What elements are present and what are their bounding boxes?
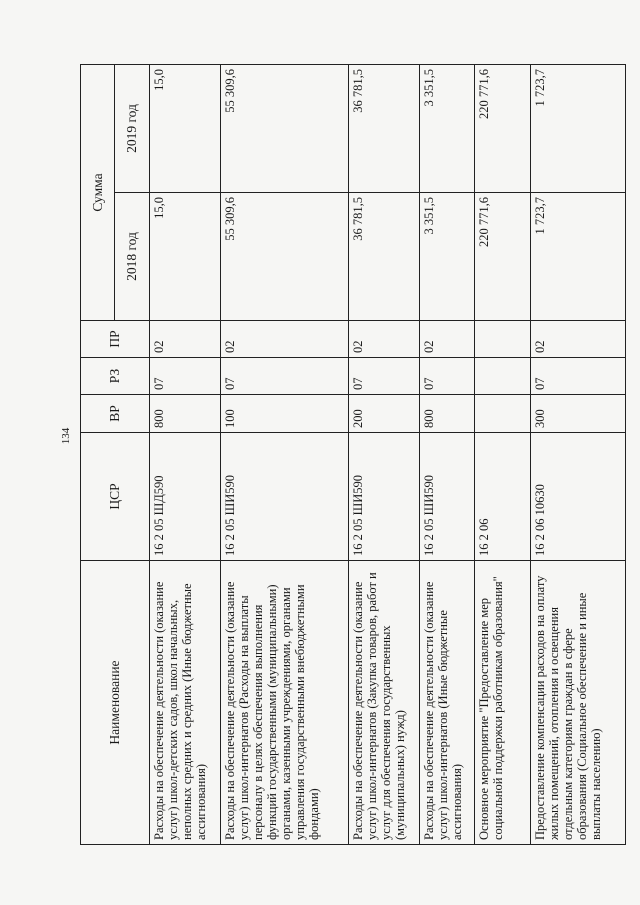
- row-vr: 800: [420, 395, 475, 433]
- header-name: Наименование: [81, 561, 150, 845]
- header-pr: ПР: [81, 321, 150, 358]
- row-rz: 07: [349, 358, 420, 395]
- table-row: [221, 64, 349, 844]
- table-row: [420, 64, 475, 844]
- header-year-2018: 2018 год: [115, 193, 150, 321]
- row-sum-2018: 220 771,6: [475, 193, 531, 321]
- row-sum-2018: 1 723,7: [531, 193, 626, 321]
- row-vr: 200: [349, 395, 420, 433]
- row-name: Расходы на обеспечение деятельности (оказание услуг) школ-интернатов (Иные бюджетные ассигнования): [420, 561, 475, 845]
- row-vr: 300: [531, 395, 626, 433]
- row-sum-2018: 36 781,5: [349, 193, 420, 321]
- row-pr: [475, 321, 531, 358]
- row-sum-2019: 36 781,5: [349, 64, 420, 192]
- header-csr: ЦСР: [81, 433, 150, 561]
- row-sum-2019: 55 309,6: [221, 64, 349, 192]
- row-pr: 02: [150, 321, 221, 358]
- row-sum-2018: 15,0: [150, 193, 221, 321]
- row-name: Предоставление компенсации расходов на оплату жилых помещений, отопления и освещения отдельным категориям граждан в сфере образования (Социальное обеспечение и иные выплаты населению): [531, 561, 626, 845]
- row-name: Расходы на обеспечение деятельности (оказание услуг) школ-интернатов (Закупка товаров, работ и услуг для обеспечения государственных (муниципальных) нужд): [349, 561, 420, 845]
- table-row: [349, 64, 420, 844]
- header-year-2019: 2019 год: [115, 64, 150, 192]
- row-rz: 07: [221, 358, 349, 395]
- page-number: 134: [60, 427, 72, 445]
- row-csr: 16 2 05 ШИ590: [420, 433, 475, 561]
- row-sum-2019: 3 351,5: [420, 64, 475, 192]
- row-sum-2018: 55 309,6: [221, 193, 349, 321]
- row-csr: 16 2 06: [475, 433, 531, 561]
- row-sum-2018: 3 351,5: [420, 193, 475, 321]
- row-rz: 07: [531, 358, 626, 395]
- rotated-page-content: [80, 65, 625, 845]
- row-pr: 02: [420, 321, 475, 358]
- row-vr: 800: [150, 395, 221, 433]
- table-row: [531, 64, 626, 844]
- row-pr: 02: [531, 321, 626, 358]
- table-row: [475, 64, 531, 844]
- row-csr: 16 2 06 10630: [531, 433, 626, 561]
- row-pr: 02: [221, 321, 349, 358]
- row-vr: 100: [221, 395, 349, 433]
- budget-table: [80, 64, 626, 845]
- row-vr: [475, 395, 531, 433]
- row-sum-2019: 220 771,6: [475, 64, 531, 192]
- header-vr: ВР: [81, 395, 150, 433]
- row-sum-2019: 15,0: [150, 64, 221, 192]
- row-csr: 16 2 05 ШИ590: [349, 433, 420, 561]
- row-name: Расходы на обеспечение деятельности (оказание услуг) школ-детских садов, школ начальных, неполных средних и средних (Иные бюджетные ассигнования): [150, 561, 221, 845]
- row-csr: 16 2 05 ШД590: [150, 433, 221, 561]
- row-rz: [475, 358, 531, 395]
- row-pr: 02: [349, 321, 420, 358]
- row-rz: 07: [150, 358, 221, 395]
- row-name: Расходы на обеспечение деятельности (оказание услуг) школ-интернатов (Расходы на выплаты персоналу в целях обеспечения выполнения функций государственными (муниципальными) органами, казенными учреждениями, органами управления государственными внебюджетными фондами): [221, 561, 349, 845]
- header-rz: РЗ: [81, 358, 150, 395]
- table-row: [150, 64, 221, 844]
- row-csr: 16 2 05 ШИ590: [221, 433, 349, 561]
- header-sum: Сумма: [81, 64, 115, 320]
- row-rz: 07: [420, 358, 475, 395]
- row-name: Основное мероприятие "Предоставление мер социальной поддержки работникам образования": [475, 561, 531, 845]
- row-sum-2019: 1 723,7: [531, 64, 626, 192]
